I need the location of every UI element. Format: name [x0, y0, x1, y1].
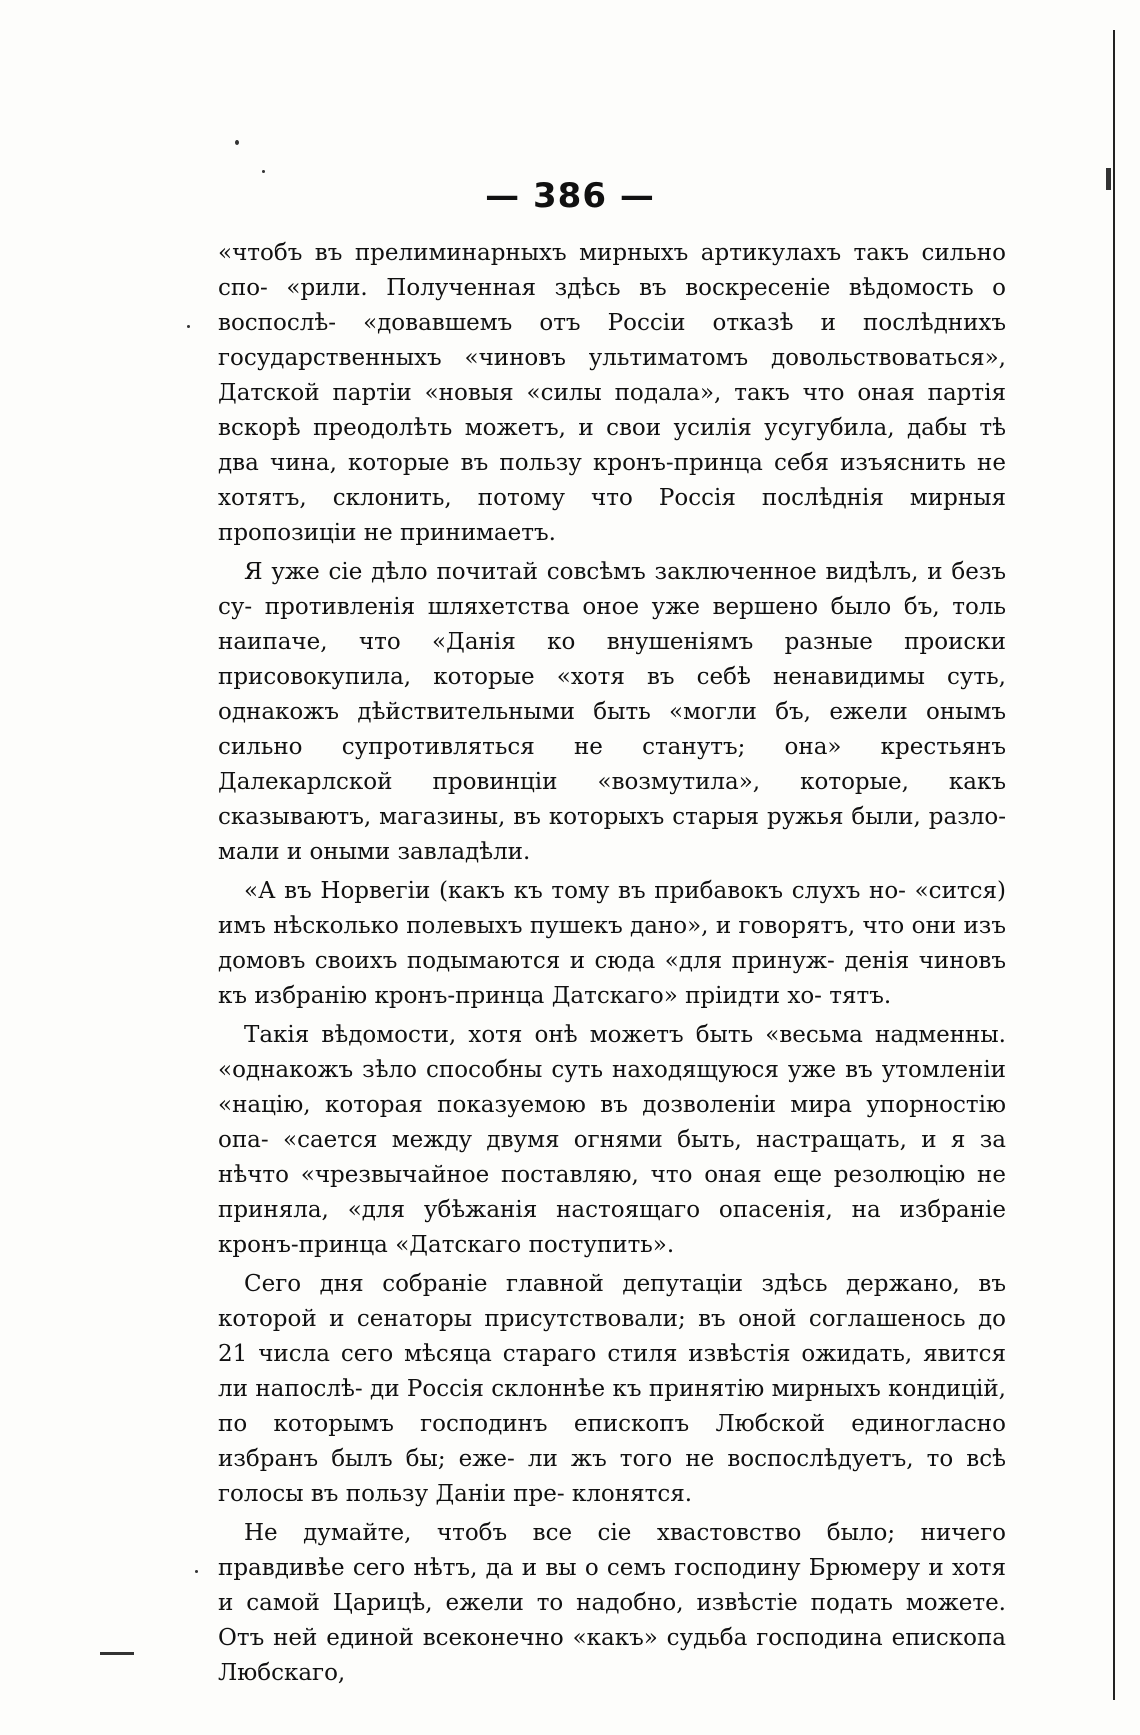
- page-number: — 386 —: [485, 176, 655, 216]
- margin-dash: [100, 1652, 134, 1655]
- paragraph: Я уже сіе дѣло почитай совсѣмъ заключенное видѣлъ, и безъ су- противленія шляхетства оное уже вершено было бъ, толь наипаче, что «Данія ко внушеніямъ разные происки присовокупила, которые «хотя въ себѣ ненавидимы суть, однакожъ дѣйствительными быть «могли бъ, ежели онымъ сильно супротивляться не станутъ; она» крестьянъ Далекарлской провинціи «возмутила», которые, какъ сказываютъ, магазины, въ которыхъ старыя ружья были, разло- мали и оными завладѣли.: [218, 559, 1006, 865]
- paragraph: Не думайте, чтобъ все сіе хвастовство было; ничего правдивѣе сего нѣтъ, да и вы о семъ господину Брюмеру и хотя и самой Царицѣ, ежели то надобно, извѣстіе подать можете. Отъ ней единой всеконечно «какъ» судьба господина епископа Любскаго,: [218, 1520, 1006, 1686]
- paragraph: «чтобъ въ прелиминарныхъ мирныхъ артикулахъ такъ сильно спо- «рили. Полученная здѣсь въ воскресеніе вѣдомость о воспослѣ- «довавшемъ отъ Россіи отказѣ и послѣднихъ государственныхъ «чиновъ ультиматомъ довольствоваться», Датской партіи «новыя «силы подала», такъ что оная партія вскорѣ преодолѣть можетъ, и свои усилія усугубила, дабы тѣ два чина, которые въ пользу кронъ-принца себя изъяснить не хотятъ, склонить, потому что Россія послѣднія мирныя пропозиціи не принимаетъ.: [218, 240, 1006, 546]
- paragraph: Такія вѣдомости, хотя онѣ можетъ быть «весьма надменны. «однакожъ зѣло способны суть находящуюся уже въ утомленіи «націю, которая показуемою въ дозволеніи мира упорностію опа- «сается между двумя огнями быть, настращать, и я за нѣчто «чрезвычайное поставляю, что оная еще резолюцію не приняла, «для убѣжанія настоящаго опасенія, на избраніе кронъ-принца «Датскаго поступить».: [218, 1022, 1006, 1258]
- ink-speck: [262, 170, 265, 173]
- paragraph: Сего дня собраніе главной депутаціи здѣсь держано, въ которой и сенаторы присутствовали; въ оной соглашенось до 21 числа сего мѣсяца стараго стиля извѣстія ожидать, явится ли напослѣ- ди Россія склоннѣе къ принятію мирныхъ кондицій, по которымъ господинъ епископъ Любской единогласно избранъ былъ бы; еже- ли жъ того не воспослѣдуетъ, то всѣ голосы въ пользу Даніи пре- клонятся.: [218, 1271, 1006, 1507]
- ink-speck: [187, 325, 190, 328]
- page-edge-rule: [1113, 30, 1115, 1700]
- paragraph: «А въ Норвегіи (какъ къ тому въ прибавокъ слухъ но- «сится) имъ нѣсколько полевыхъ пушекъ дано», и говорятъ, что они изъ домовъ своихъ подымаются и сюда «для принуж- денія чиновъ къ избранію кронъ-принца Датскаго» пріидти хо- тятъ.: [218, 878, 1006, 1009]
- body-text: [218, 236, 1006, 1695]
- ink-speck: [235, 140, 239, 145]
- ink-speck: [195, 1570, 198, 1573]
